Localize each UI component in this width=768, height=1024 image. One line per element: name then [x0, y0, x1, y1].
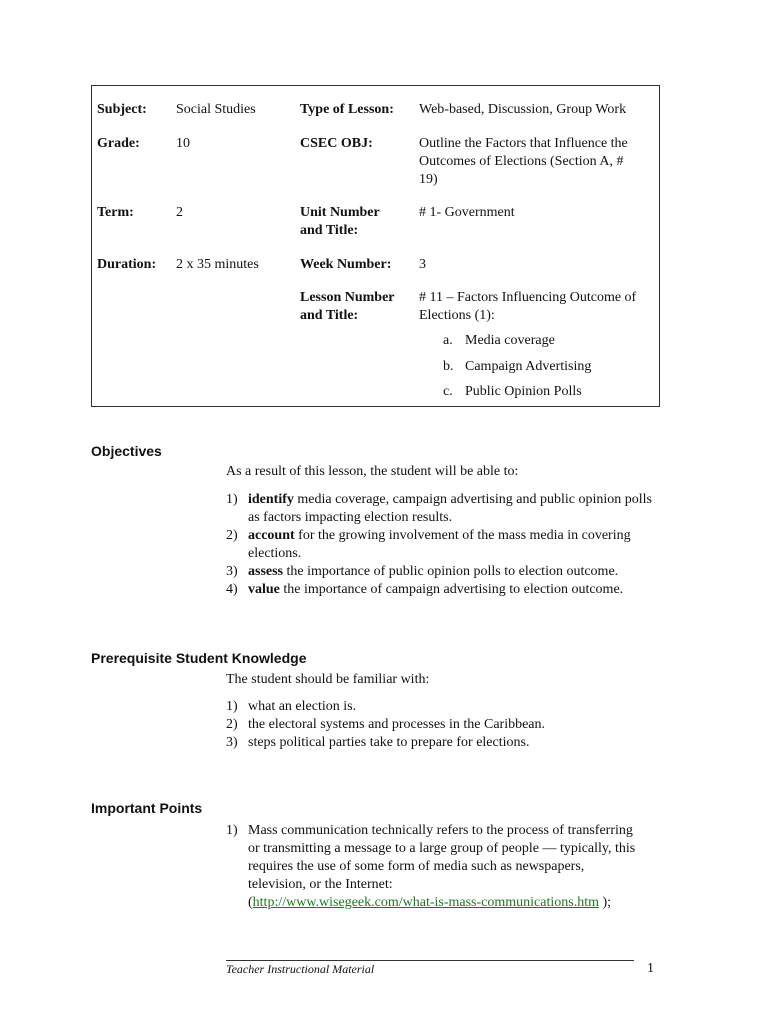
- objective-text: media coverage, campaign advertising and public opinion polls as factors impacting election results.: [248, 492, 652, 525]
- list-number: 1): [226, 492, 238, 507]
- list-number: 1): [226, 699, 238, 714]
- list-item-text: [248, 581, 666, 599]
- list-item-text: [248, 822, 638, 912]
- list-item: [443, 332, 555, 350]
- prerequisite-list: [226, 698, 666, 752]
- list-number: 1): [226, 823, 238, 838]
- duration-label: Duration:: [97, 257, 157, 272]
- objective-text: for the growing involvement of the mass media in covering elections.: [248, 528, 631, 561]
- csec-obj-label: CSEC OBJ:: [300, 136, 373, 151]
- week-number-value: 3: [419, 257, 426, 272]
- list-item-text: Campaign Advertising: [465, 359, 592, 374]
- list-item-text: what an election is.: [248, 699, 357, 714]
- important-points-list: [226, 822, 638, 912]
- wisegeek-link[interactable]: http://www.wisegeek.com/what-is-mass-communications.htm: [252, 895, 599, 910]
- lesson-info-box: [91, 85, 660, 407]
- list-marker: c.: [443, 384, 453, 399]
- unit-label-line: Unit Number: [300, 205, 380, 220]
- objective-text: the importance of public opinion polls to election outcome.: [283, 564, 619, 579]
- open-paren: (: [248, 895, 253, 910]
- list-item: [226, 563, 666, 581]
- list-item: [226, 822, 638, 912]
- list-item-text: [248, 491, 666, 527]
- list-item: [226, 716, 666, 734]
- lesson-label-line: and Title:: [300, 308, 359, 323]
- week-number-label: Week Number:: [300, 257, 392, 272]
- list-item-text: [248, 527, 666, 563]
- list-number: 4): [226, 582, 238, 597]
- lesson-value-line: Elections (1):: [419, 308, 495, 323]
- prerequisite-heading: Prerequisite Student Knowledge: [91, 650, 307, 666]
- list-item-text: steps political parties take to prepare for elections.: [248, 735, 530, 750]
- lesson-value-line: # 11 – Factors Influencing Outcome of: [419, 290, 637, 305]
- grade-value: 10: [176, 136, 190, 151]
- list-item-text: the electoral systems and processes in the Caribbean.: [248, 717, 546, 732]
- duration-value: 2 x 35 minutes: [176, 257, 259, 272]
- objective-verb: identify: [248, 492, 294, 507]
- term-label: Term:: [97, 205, 134, 220]
- list-item: [226, 527, 666, 563]
- type-of-lesson-value: Web-based, Discussion, Group Work: [419, 102, 627, 117]
- objective-verb: assess: [248, 564, 284, 579]
- list-item-text: [248, 563, 666, 581]
- list-item-text: Media coverage: [465, 333, 555, 348]
- unit-value: # 1- Government: [419, 205, 515, 220]
- list-marker: b.: [443, 359, 454, 374]
- list-item-text: Public Opinion Polls: [465, 384, 582, 399]
- objective-verb: account: [248, 528, 295, 543]
- prerequisite-intro: The student should be familiar with:: [226, 672, 430, 687]
- lesson-number-value: [419, 289, 636, 325]
- list-item: [226, 491, 666, 527]
- grade-label: Grade:: [97, 136, 140, 151]
- subject-label: Subject:: [97, 102, 147, 117]
- lesson-number-label: [300, 289, 395, 325]
- objective-verb: value: [248, 582, 280, 597]
- type-of-lesson-label: Type of Lesson:: [300, 102, 394, 117]
- objective-text: the importance of campaign advertising to election outcome.: [279, 582, 624, 597]
- list-number: 3): [226, 735, 238, 750]
- important-points-heading: Important Points: [91, 800, 203, 816]
- important-point-text: Mass communication technically refers to the process of transferring or transmitting a message to a large group of people — typically, this requires the use of some form of media such as newspapers, television, or the Internet:: [248, 823, 636, 892]
- list-item: [443, 358, 591, 376]
- term-value: 2: [176, 205, 183, 220]
- csec-obj-line: Outcomes of Elections (Section A, #: [419, 154, 624, 169]
- objectives-list: [226, 491, 666, 599]
- list-item: [226, 734, 666, 752]
- csec-obj-line: Outline the Factors that Influence the: [419, 136, 628, 151]
- footer-divider: [226, 960, 634, 961]
- page-number: 1: [647, 961, 654, 976]
- list-item: [443, 383, 582, 401]
- list-number: 3): [226, 564, 238, 579]
- subject-value: Social Studies: [176, 102, 256, 117]
- list-number: 2): [226, 717, 238, 732]
- footer-text: Teacher Instructional Material: [226, 962, 375, 976]
- close-paren: );: [598, 895, 612, 910]
- objectives-intro: As a result of this lesson, the student will be able to:: [226, 464, 519, 479]
- list-marker: a.: [443, 333, 453, 348]
- list-item: [226, 581, 666, 599]
- objectives-heading: Objectives: [91, 443, 162, 459]
- list-item: [226, 698, 666, 716]
- csec-obj-line: 19): [419, 172, 438, 187]
- unit-label: [300, 204, 380, 240]
- unit-label-line: and Title:: [300, 223, 359, 238]
- list-number: 2): [226, 528, 238, 543]
- lesson-label-line: Lesson Number: [300, 290, 395, 305]
- csec-obj-value: [419, 135, 628, 189]
